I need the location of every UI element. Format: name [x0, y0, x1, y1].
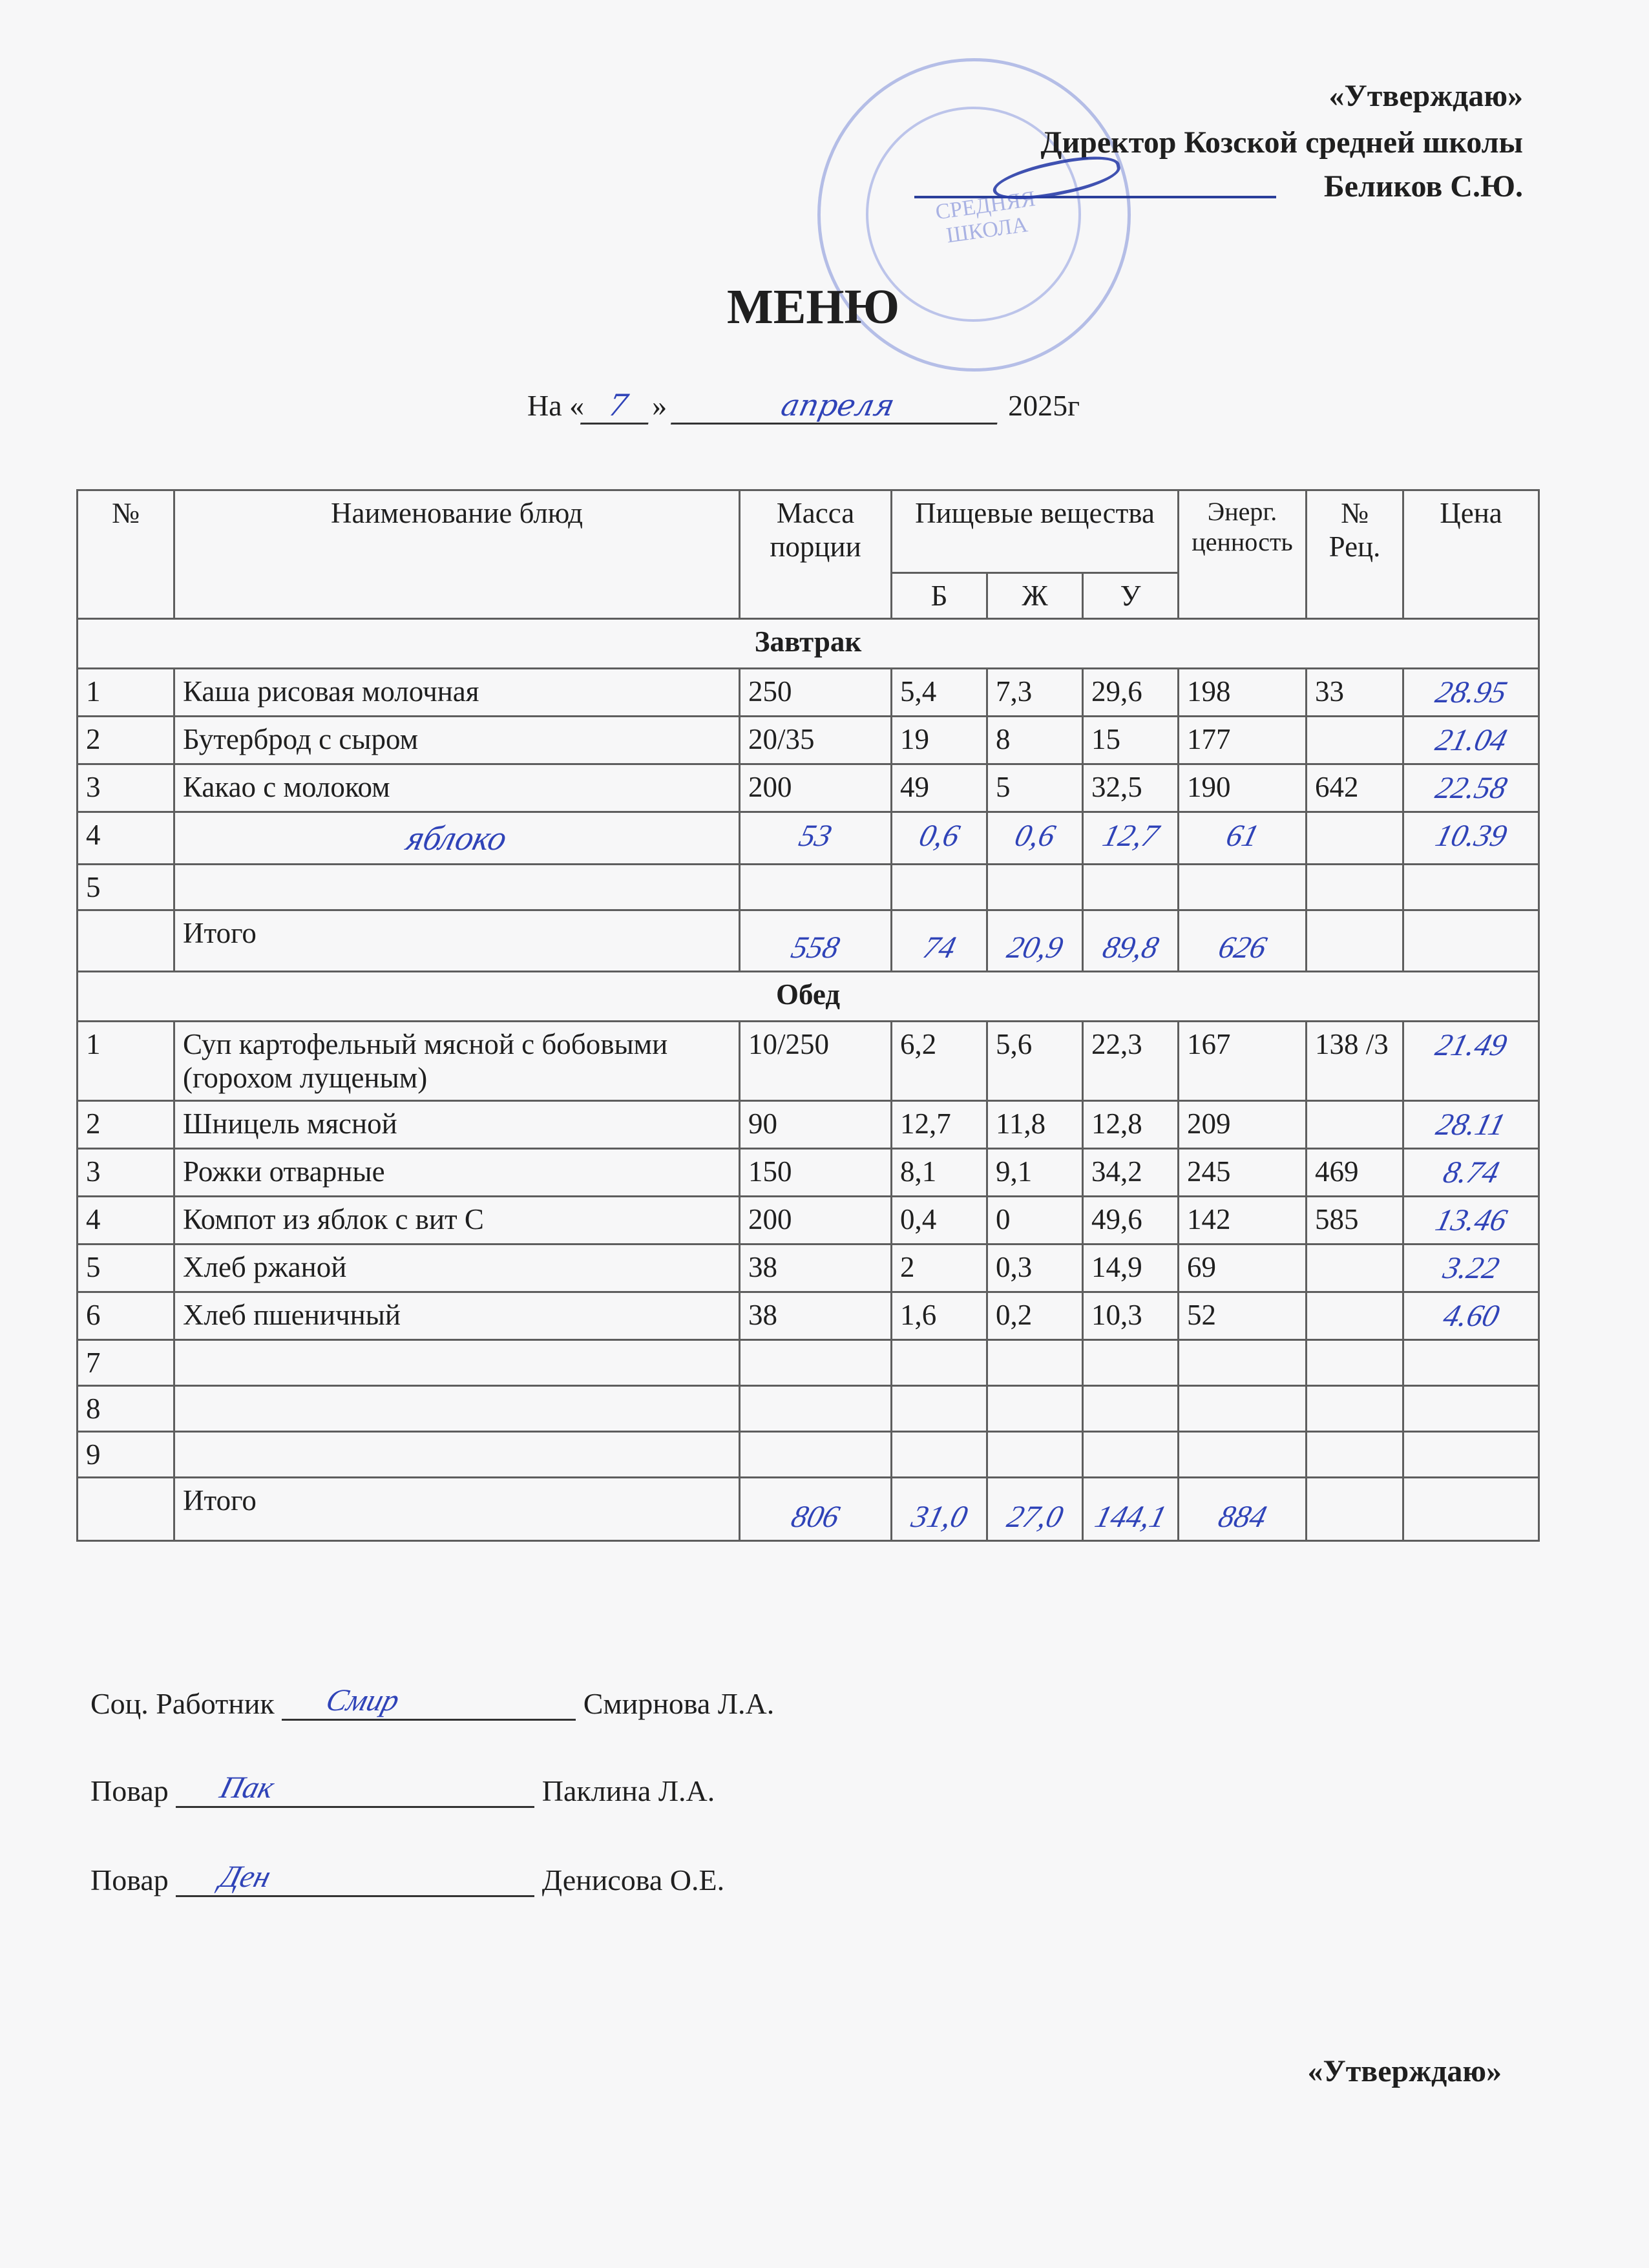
breakfast-total-row: Итого 558 74 20,9 89,8 626 — [78, 910, 1539, 972]
date-month: апреля — [671, 388, 1005, 425]
header-dish-name: Наименование блюд — [174, 490, 740, 619]
table-row: 6 Хлеб пшеничный 38 1,6 0,2 10,3 52 4.60 — [78, 1292, 1539, 1340]
table-row: 5 — [78, 865, 1539, 910]
date-day: 7 — [580, 388, 656, 425]
table-row: 2 Шницель мясной 90 12,7 11,8 12,8 209 28.11 — [78, 1101, 1539, 1149]
approval-title: «Утверждаю» — [1329, 79, 1523, 113]
header-mass: Масса порции — [740, 490, 892, 619]
menu-table — [76, 489, 1540, 1542]
header-fat: Ж — [987, 573, 1083, 619]
table-row: 1 Каша рисовая молочная 250 5,4 7,3 29,6 198 33 28.95 — [78, 669, 1539, 717]
director-position: Директор Козской средней школы — [1040, 125, 1523, 160]
table-row: 1 Суп картофельный мясной с бобовыми (горохом лущеным) 10/250 6,2 5,6 22,3 167 138 /3 21.49 — [78, 1022, 1539, 1101]
table-row: 9 — [78, 1432, 1539, 1478]
social-worker-signature-row: Соц. Работник Смир Смирнова Л.А. — [90, 1683, 775, 1720]
table-row: 5 Хлеб ржаной 38 2 0,3 14,9 69 3.22 — [78, 1244, 1539, 1292]
table-row: 3 Какао с молоком 200 49 5 32,5 190 642 22.58 — [78, 764, 1539, 812]
director-name: Беликов С.Ю. — [1323, 169, 1523, 204]
lunch-total-row: Итого 806 31,0 27,0 144,1 884 — [78, 1478, 1539, 1541]
header-price: Цена — [1403, 490, 1539, 619]
director-signature-line — [914, 196, 1276, 198]
table-row: 4 Компот из яблок с вит С 200 0,4 0 49,6 142 585 13.46 — [78, 1197, 1539, 1244]
cook1-signature-row: Повар Пак Паклина Л.А. — [90, 1770, 715, 1807]
header-carbohydrate: У — [1083, 573, 1179, 619]
header-energy: Энерг. ценность — [1179, 490, 1307, 619]
bottom-approval: «Утверждаю» — [1307, 2054, 1502, 2088]
table-row: 2 Бутерброд с сыром 20/35 19 8 15 177 21.04 — [78, 717, 1539, 764]
menu-date: На « 7 » апреля 2025г — [527, 388, 1080, 425]
breakfast-section: Завтрак — [78, 619, 1539, 669]
page-title: МЕНЮ — [727, 280, 900, 334]
table-row: 8 — [78, 1386, 1539, 1432]
stamp-inner-text: СРЕДНЯЯ ШКОЛА — [934, 187, 1037, 248]
table-row: 7 — [78, 1340, 1539, 1386]
header-recipe: № Рец. — [1307, 490, 1403, 619]
header-nutrients: Пищевые вещества — [892, 490, 1179, 573]
cook2-signature-row: Повар Ден Денисова О.Е. — [90, 1860, 725, 1896]
table-row: 3 Рожки отварные 150 8,1 9,1 34,2 245 469 8.74 — [78, 1149, 1539, 1197]
date-year: 2025 — [1008, 389, 1068, 422]
header-number: № — [78, 490, 174, 619]
header-protein: Б — [892, 573, 987, 619]
lunch-section: Обед — [78, 972, 1539, 1022]
table-row: 4 яблоко 53 0,6 0,6 12,7 61 10.39 — [78, 812, 1539, 865]
